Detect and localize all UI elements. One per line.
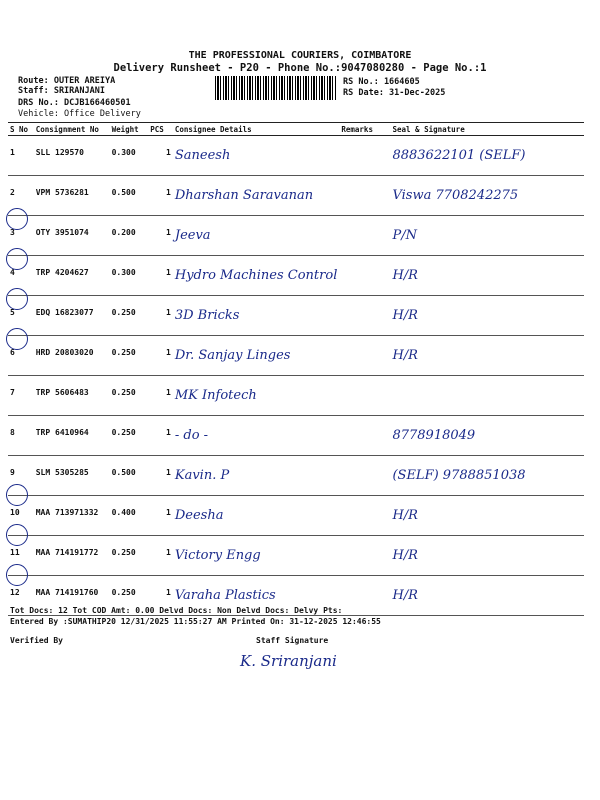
row-sno-text: 12 <box>10 588 20 597</box>
staff-signature-label: Staff Signature <box>256 636 329 645</box>
row-consignment-no-text: EDQ 16823077 <box>35 308 94 317</box>
row-remarks <box>339 576 390 616</box>
row-sno-text: 10 <box>10 508 20 517</box>
company-title: THE PROFESSIONAL COURIERS, COIMBATORE <box>188 50 412 61</box>
signature-handwriting: (SELF) 9788851038 <box>392 468 526 483</box>
row-weight <box>110 416 149 456</box>
row-weight <box>110 536 149 576</box>
row-pcs <box>148 536 173 576</box>
row-weight <box>110 296 149 336</box>
signature-handwriting: H/R <box>392 308 418 323</box>
row-consignment-no <box>34 216 110 256</box>
signature-handwriting: H/R <box>392 548 418 563</box>
row-consignee <box>173 456 340 496</box>
row-pcs-text: 1 <box>166 228 171 237</box>
row-sno-text: 1 <box>10 148 15 157</box>
row-weight-text: 0.250 <box>111 588 136 597</box>
row-consignment-no <box>34 536 110 576</box>
row-signature <box>390 456 584 496</box>
row-pcs <box>148 216 173 256</box>
row-remarks <box>339 456 390 496</box>
table-row <box>8 176 584 216</box>
row-weight <box>110 456 149 496</box>
row-consignee <box>173 336 340 376</box>
row-consignment-no <box>34 296 110 336</box>
rs-number: RS No.: 1664605 <box>343 77 420 87</box>
rs-date: RS Date: 31-Dec-2025 <box>343 88 446 98</box>
row-sno <box>8 416 34 456</box>
row-sno-text: 4 <box>10 268 15 277</box>
row-consignment-no-text: TRP 5606483 <box>35 388 89 397</box>
row-weight <box>110 496 149 536</box>
mark-circle <box>6 248 28 270</box>
signature-handwriting: 8778918049 <box>392 428 476 443</box>
row-consignment-no <box>34 376 110 416</box>
table-row <box>8 136 584 176</box>
row-consignment-no-text: SLM 5305285 <box>35 468 89 477</box>
row-sno-text: 7 <box>10 388 15 397</box>
row-pcs <box>148 496 173 536</box>
row-sno-text: 9 <box>10 468 15 477</box>
col-consignee: Consignee Details <box>173 123 340 136</box>
mark-circle <box>6 328 28 350</box>
consignee-handwriting: Kavin. P <box>174 468 230 483</box>
consignee-handwriting: Jeeva <box>174 228 211 243</box>
row-consignment-no-text: TRP 4204627 <box>35 268 89 277</box>
row-weight-text: 0.500 <box>111 468 136 477</box>
mark-circle <box>6 208 28 230</box>
row-pcs-text: 1 <box>166 588 171 597</box>
row-weight-text: 0.200 <box>111 228 136 237</box>
signature-handwriting: P/N <box>392 228 417 243</box>
row-consignee <box>173 176 340 216</box>
staff-signature: K. Sriranjani <box>240 652 337 670</box>
row-remarks <box>339 256 390 296</box>
verified-by: Verified By <box>10 636 63 645</box>
signature-handwriting: H/R <box>392 508 418 523</box>
signature-handwriting: H/R <box>392 268 418 283</box>
row-sno-text: 2 <box>10 188 15 197</box>
route-label: Route: OUTER AREIYA <box>18 76 116 86</box>
col-consignment: Consignment No <box>34 123 110 136</box>
row-pcs-text: 1 <box>166 308 171 317</box>
row-consignee <box>173 216 340 256</box>
row-pcs-text: 1 <box>166 148 171 157</box>
row-consignment-no-text: VPM 5736281 <box>35 188 89 197</box>
barcode <box>215 76 337 100</box>
vehicle-label: Vehicle: Office Delivery <box>18 109 141 119</box>
row-pcs <box>148 416 173 456</box>
row-consignee <box>173 296 340 336</box>
row-consignment-no <box>34 136 110 176</box>
row-pcs <box>148 256 173 296</box>
row-signature <box>390 536 584 576</box>
row-remarks <box>339 536 390 576</box>
row-weight-text: 0.500 <box>111 188 136 197</box>
row-remarks <box>339 336 390 376</box>
table-row <box>8 336 584 376</box>
table-row <box>8 536 584 576</box>
row-weight-text: 0.250 <box>111 308 136 317</box>
row-consignment-no-text: SLL 129570 <box>35 148 84 157</box>
row-signature <box>390 296 584 336</box>
row-sno-text: 8 <box>10 428 15 437</box>
row-remarks <box>339 416 390 456</box>
row-signature <box>390 576 584 616</box>
row-consignment-no-text: MAA 713971332 <box>35 508 99 517</box>
row-sno-text: 3 <box>10 228 15 237</box>
row-weight-text: 0.400 <box>111 508 136 517</box>
row-remarks <box>339 136 390 176</box>
row-pcs-text: 1 <box>166 348 171 357</box>
table-row <box>8 216 584 256</box>
row-pcs <box>148 136 173 176</box>
row-weight <box>110 176 149 216</box>
row-pcs-text: 1 <box>166 428 171 437</box>
row-sno-text: 6 <box>10 348 15 357</box>
row-weight <box>110 336 149 376</box>
consignee-handwriting: - do - <box>174 428 209 443</box>
row-weight-text: 0.300 <box>111 268 136 277</box>
signature-handwriting: Viswa 7708242275 <box>392 188 519 203</box>
row-pcs <box>148 376 173 416</box>
consignee-handwriting: Dr. Sanjay Linges <box>174 348 291 363</box>
signature-handwriting: H/R <box>392 348 418 363</box>
mark-circle <box>6 524 28 546</box>
col-remarks: Remarks <box>339 123 390 136</box>
row-weight-text: 0.250 <box>111 548 136 557</box>
table-row <box>8 416 584 456</box>
col-sno: S No <box>8 123 34 136</box>
consignee-handwriting: Deesha <box>174 508 224 523</box>
row-consignment-no <box>34 496 110 536</box>
row-consignment-no-text: MAA 714191772 <box>35 548 99 557</box>
row-remarks <box>339 496 390 536</box>
row-consignment-no-text: HRD 20803020 <box>35 348 94 357</box>
row-consignment-no-text: OTY 3951074 <box>35 228 89 237</box>
consignee-handwriting: Hydro Machines Control <box>174 268 338 283</box>
mark-circle <box>6 564 28 586</box>
row-consignee <box>173 256 340 296</box>
row-pcs-text: 1 <box>166 268 171 277</box>
table-row <box>8 376 584 416</box>
row-pcs-text: 1 <box>166 468 171 477</box>
row-signature <box>390 376 584 416</box>
mark-circle <box>6 484 28 506</box>
row-consignment-no <box>34 256 110 296</box>
consignee-handwriting: MK Infotech <box>174 388 257 403</box>
runsheet-table <box>8 122 584 616</box>
row-consignee <box>173 536 340 576</box>
row-consignment-no <box>34 456 110 496</box>
table-row <box>8 296 584 336</box>
row-signature <box>390 416 584 456</box>
row-weight <box>110 256 149 296</box>
row-remarks <box>339 376 390 416</box>
row-sno-text: 5 <box>10 308 15 317</box>
row-consignment-no-text: TRP 6410964 <box>35 428 89 437</box>
row-pcs <box>148 456 173 496</box>
staff-label: Staff: SRIRANJANI <box>18 86 105 96</box>
row-weight <box>110 376 149 416</box>
signature-handwriting: 8883622101 (SELF) <box>392 148 526 163</box>
row-pcs <box>148 296 173 336</box>
consignee-handwriting: Saneesh <box>174 148 231 163</box>
consignee-handwriting: 3D Bricks <box>174 308 240 323</box>
row-pcs <box>148 336 173 376</box>
table-row <box>8 496 584 536</box>
row-consignee <box>173 416 340 456</box>
table-row <box>8 456 584 496</box>
row-pcs <box>148 176 173 216</box>
row-sno-text: 11 <box>10 548 20 557</box>
consignee-handwriting: Victory Engg <box>174 548 261 563</box>
row-signature <box>390 136 584 176</box>
row-pcs-text: 1 <box>166 548 171 557</box>
row-consignment-no <box>34 336 110 376</box>
table-row <box>8 256 584 296</box>
runsheet-subtitle: Delivery Runsheet - P20 - Phone No.:9047080280 - Page No.:1 <box>113 62 487 74</box>
row-remarks <box>339 176 390 216</box>
row-pcs-text: 1 <box>166 388 171 397</box>
row-consignment-no <box>34 416 110 456</box>
mark-circle <box>6 288 28 310</box>
consignee-handwriting: Dharshan Saravanan <box>174 188 314 203</box>
row-consignee <box>173 496 340 536</box>
row-weight <box>110 136 149 176</box>
row-pcs-text: 1 <box>166 508 171 517</box>
footer-entered: Entered By :SUMATHIP20 12/31/2025 11:55:27 AM Printed On: 31-12-2025 12:46:55 <box>10 617 381 626</box>
col-weight: Weight <box>110 123 149 136</box>
col-signature: Seal & Signature <box>390 123 584 136</box>
row-consignment-no-text: MAA 714191760 <box>35 588 99 597</box>
drs-number: DRS No.: DCJB166460501 <box>18 98 131 108</box>
footer-totals: Tot Docs: 12 Tot COD Amt: 0.00 Delvd Docs: Non Delvd Docs: Delvy Pts: <box>10 606 343 615</box>
row-consignee <box>173 376 340 416</box>
col-pcs: PCS <box>148 123 173 136</box>
signature-handwriting: H/R <box>392 588 418 603</box>
table-header <box>8 123 584 136</box>
row-signature <box>390 216 584 256</box>
row-weight <box>110 216 149 256</box>
row-consignment-no <box>34 176 110 216</box>
row-signature <box>390 176 584 216</box>
row-remarks <box>339 216 390 256</box>
row-pcs-text: 1 <box>166 188 171 197</box>
row-signature <box>390 496 584 536</box>
row-weight-text: 0.300 <box>111 148 136 157</box>
row-weight-text: 0.250 <box>111 428 136 437</box>
consignee-handwriting: Varaha Plastics <box>174 588 276 603</box>
row-weight-text: 0.250 <box>111 348 136 357</box>
row-sno <box>8 376 34 416</box>
row-weight-text: 0.250 <box>111 388 136 397</box>
row-signature <box>390 256 584 296</box>
row-remarks <box>339 296 390 336</box>
row-consignee <box>173 136 340 176</box>
row-sno <box>8 136 34 176</box>
row-signature <box>390 336 584 376</box>
